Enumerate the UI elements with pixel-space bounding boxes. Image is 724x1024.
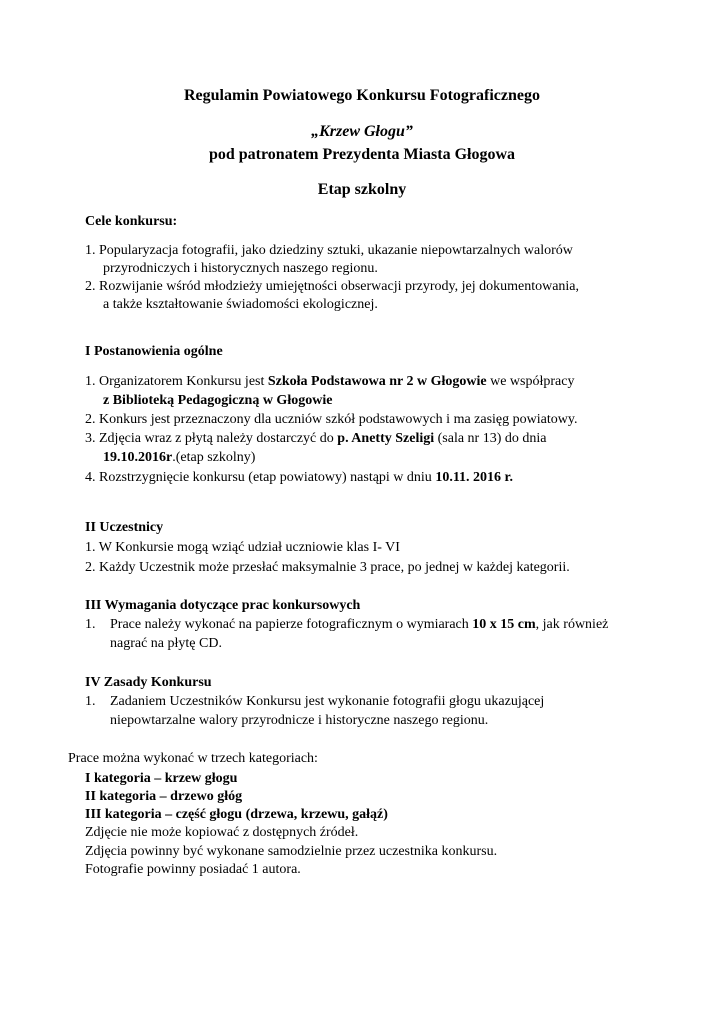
category-1: I kategoria – krzew głogu bbox=[85, 771, 238, 786]
stage-heading: Etap szkolny bbox=[317, 181, 407, 198]
rules-number: 1. bbox=[85, 694, 96, 709]
goal-2-line-2: a także kształtowanie świadomości ekologicznej. bbox=[103, 297, 378, 312]
goal-2-line-1: 2. Rozwijanie wśród młodzieży umiejętności obserwacji przyrody, jej dokumentowania, bbox=[85, 279, 580, 294]
deadline-date: 19.10.2016r bbox=[103, 450, 173, 465]
general-item-3-text: 3. Zdjęcia wraz z płytą należy dostarczyć do bbox=[85, 431, 338, 446]
general-item-1 bbox=[85, 374, 574, 391]
general-heading: I Postanowienia ogólne bbox=[85, 344, 223, 359]
rules-item-1-line-2: niepowtarzalne walory przyrodnicze i historyczne naszego regionu. bbox=[110, 713, 489, 728]
general-item-1-suffix: we współpracy bbox=[486, 374, 575, 389]
organizer-name: Szkoła Podstawowa nr 2 w Głogowie bbox=[267, 374, 487, 389]
category-2: II kategoria – drzewo głóg bbox=[85, 789, 243, 804]
goal-1-line-2: przyrodniczych i historycznych naszego regionu. bbox=[103, 261, 378, 276]
requirements-heading: III Wymagania dotyczące prac konkursowych bbox=[85, 598, 361, 613]
goals-heading: Cele konkursu: bbox=[85, 214, 178, 229]
general-item-1-text: 1. Organizatorem Konkursu jest bbox=[85, 374, 268, 389]
deadline-line bbox=[103, 450, 255, 467]
requirements-item-1 bbox=[110, 617, 608, 634]
participants-item-2: 2. Każdy Uczestnik może przesłać maksymalnie 3 prace, po jednej w każdej kategorii. bbox=[85, 560, 570, 575]
patronage-line: pod patronatem Prezydenta Miasta Głogowa bbox=[208, 146, 516, 163]
rules-heading: IV Zasady Konkursu bbox=[85, 675, 212, 690]
requirements-number: 1. bbox=[85, 617, 96, 632]
note-2: Zdjęcia powinny być wykonane samodzielnie przez uczestnika konkursu. bbox=[85, 844, 498, 859]
result-date: 10.11. 2016 r. bbox=[435, 470, 513, 485]
photo-size: 10 x 15 cm bbox=[472, 617, 536, 632]
contest-name: „Krzew Głogu” bbox=[311, 123, 413, 140]
general-item-2: 2. Konkurs jest przeznaczony dla uczniów szkół podstawowych i ma zasięg powiatowy. bbox=[85, 412, 578, 427]
requirements-text: Prace należy wykonać na papierze fotograficznym o wymiarach bbox=[110, 617, 473, 632]
document-title: Regulamin Powiatowego Konkursu Fotograficznego bbox=[184, 87, 540, 104]
requirements-item-1-line-2: nagrać na płytę CD. bbox=[110, 636, 222, 651]
participants-item-1: 1. W Konkursie mogą wziąć udział uczniowie klas I- VI bbox=[85, 540, 400, 555]
general-item-3-suffix: (sala nr 13) do dnia bbox=[434, 431, 547, 446]
general-item-3 bbox=[85, 431, 546, 448]
general-item-4 bbox=[85, 470, 513, 487]
general-item-4-text: 4. Rozstrzygnięcie konkursu (etap powiatowy) nastąpi w dniu bbox=[85, 470, 436, 485]
rules-item-1-line-1: Zadaniem Uczestników Konkursu jest wykonanie fotografii głogu ukazującej bbox=[110, 694, 545, 709]
note-3: Fotografie powinny posiadać 1 autora. bbox=[85, 862, 301, 877]
participants-heading: II Uczestnicy bbox=[85, 520, 164, 535]
contact-person: p. Anetty Szeligi bbox=[337, 431, 435, 446]
categories-intro: Prace można wykonać w trzech kategoriach: bbox=[68, 751, 318, 766]
partner-name: z Biblioteką Pedagogiczną w Głogowie bbox=[103, 393, 333, 408]
category-3: III kategoria – część głogu (drzewa, krzewu, gałąź) bbox=[85, 807, 388, 822]
requirements-suffix: , jak również bbox=[535, 617, 609, 632]
deadline-stage: .(etap szkolny) bbox=[172, 450, 256, 465]
note-1: Zdjęcie nie może kopiować z dostępnych źródeł. bbox=[85, 825, 359, 840]
goal-1-line-1: 1. Popularyzacja fotografii, jako dziedziny sztuki, ukazanie niepowtarzalnych walorów bbox=[85, 243, 573, 258]
